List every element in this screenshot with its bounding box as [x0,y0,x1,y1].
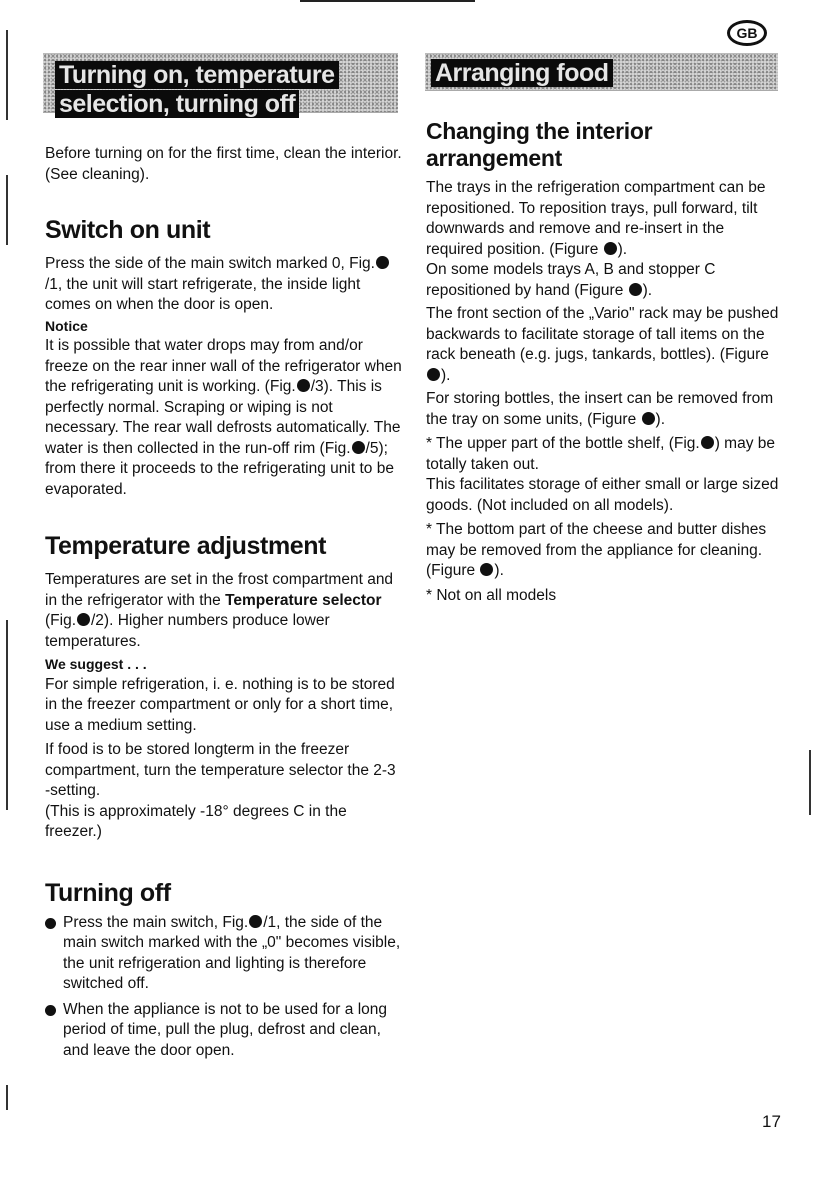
bullet-item: When the appliance is not to be used for a long period of time, pull the plug, defrost and clean, and leave the door open. [45,1000,405,1062]
paragraph: If food is to be stored longterm in the freezer compartment, turn the temperature selector the 2-3 -setting. [45,741,396,799]
figure-ref-icon [297,379,310,392]
bullet-item: Press the main switch, Fig. /1, the side of the main switch marked with the „0" becomes visible, the unit refrigeration and lighting is therefore switched off. [45,913,405,995]
section-banner-left [43,53,398,118]
page-number: 17 [762,1112,781,1131]
temperature-heading: Temperature adjustment [45,532,327,560]
turning-off-heading: Turning off [45,878,171,907]
figure-ref-icon [376,256,389,269]
paragraph: Press the side of the main switch marked 0, Fig./1, the unit will start refrigerate, the inside light comes on when the door is open. [45,254,405,316]
intro-paragraph: Before turning on for the first time, clean the interior. (See cleaning). [45,145,402,183]
paragraph: * The bottom part of the cheese and butter dishes may be removed from the appliance for cleaning. (Figure ). [426,521,767,579]
figure-ref-icon [352,441,365,454]
interior-heading: Changing the interior arrangement [426,118,653,171]
left-edge-mark [6,30,8,120]
bullet-icon [45,918,56,929]
paragraph: (This is approximately -18° degrees C in the freezer.) [45,802,347,840]
language-badge: GB [727,20,767,46]
paragraph: * The upper part of the bottle shelf, (Fig. ) may be totally taken out. [426,435,776,473]
figure-ref-icon [249,915,262,928]
left-edge-mark [6,175,8,245]
paragraph: The front section of the „Vario" rack may be pushed backwards to facilitate storage of tall items on the rack beneath (e.g. jugs, tankards, bottles). (Figure ). [426,305,779,384]
top-rule [300,0,475,2]
paragraph: It is possible that water drops may from and/or freeze on the rear inner wall of the refrigerator when the refrigerating unit is working. (Fig. /3). This is perfectly normal. Scraping or wiping is not necessary. The rear wall defrosts automatically. The water is then collected in the run-off rim (Fig. /5); from there it proceeds to the refrigerating unit to be evaporated. [45,337,402,498]
figure-ref-icon [604,242,617,255]
figure-ref-icon [77,613,90,626]
section-banner-right [425,53,778,91]
figure-ref-icon [629,283,642,296]
right-edge-mark [809,750,811,815]
paragraph: On some models trays A, B and stopper C repositioned by hand (Figure ). [426,261,716,299]
notice-label: Notice [45,317,88,334]
banner-title: Arranging food [431,59,613,87]
figure-ref-icon [427,368,440,381]
left-column [45,144,405,1061]
figure-ref-icon [701,436,714,449]
right-column [426,118,781,606]
paragraph: Temperatures are set in the frost compartment and in the refrigerator with the Temperature selector (Fig. /2). Higher numbers produce lower temperatures. [45,571,394,650]
bullet-icon [45,1005,56,1016]
paragraph: This facilitates storage of either small or large sized goods. (Not included on all models). [426,476,779,514]
banner-title: Turning on, temperature selection, turning off [55,61,339,118]
left-edge-mark [6,1085,8,1110]
switch-on-heading: Switch on unit [45,216,211,244]
paragraph: For storing bottles, the insert can be removed from the tray on some units, (Figure ). [426,390,774,428]
suggest-label: We suggest . . . [45,656,147,672]
left-edge-mark [6,620,8,810]
paragraph: The trays in the refrigeration compartment can be repositioned. To reposition trays, pull forward, tilt downwards and remove and re-insert in the required position. (Figure ). [426,179,766,258]
paragraph: For simple refrigeration, i. e. nothing is to be stored in the freezer compartment or only for a short time, use a medium setting. [45,675,395,734]
figure-ref-icon [642,412,655,425]
paragraph: * Not on all models [426,586,557,604]
figure-ref-icon [480,563,493,576]
